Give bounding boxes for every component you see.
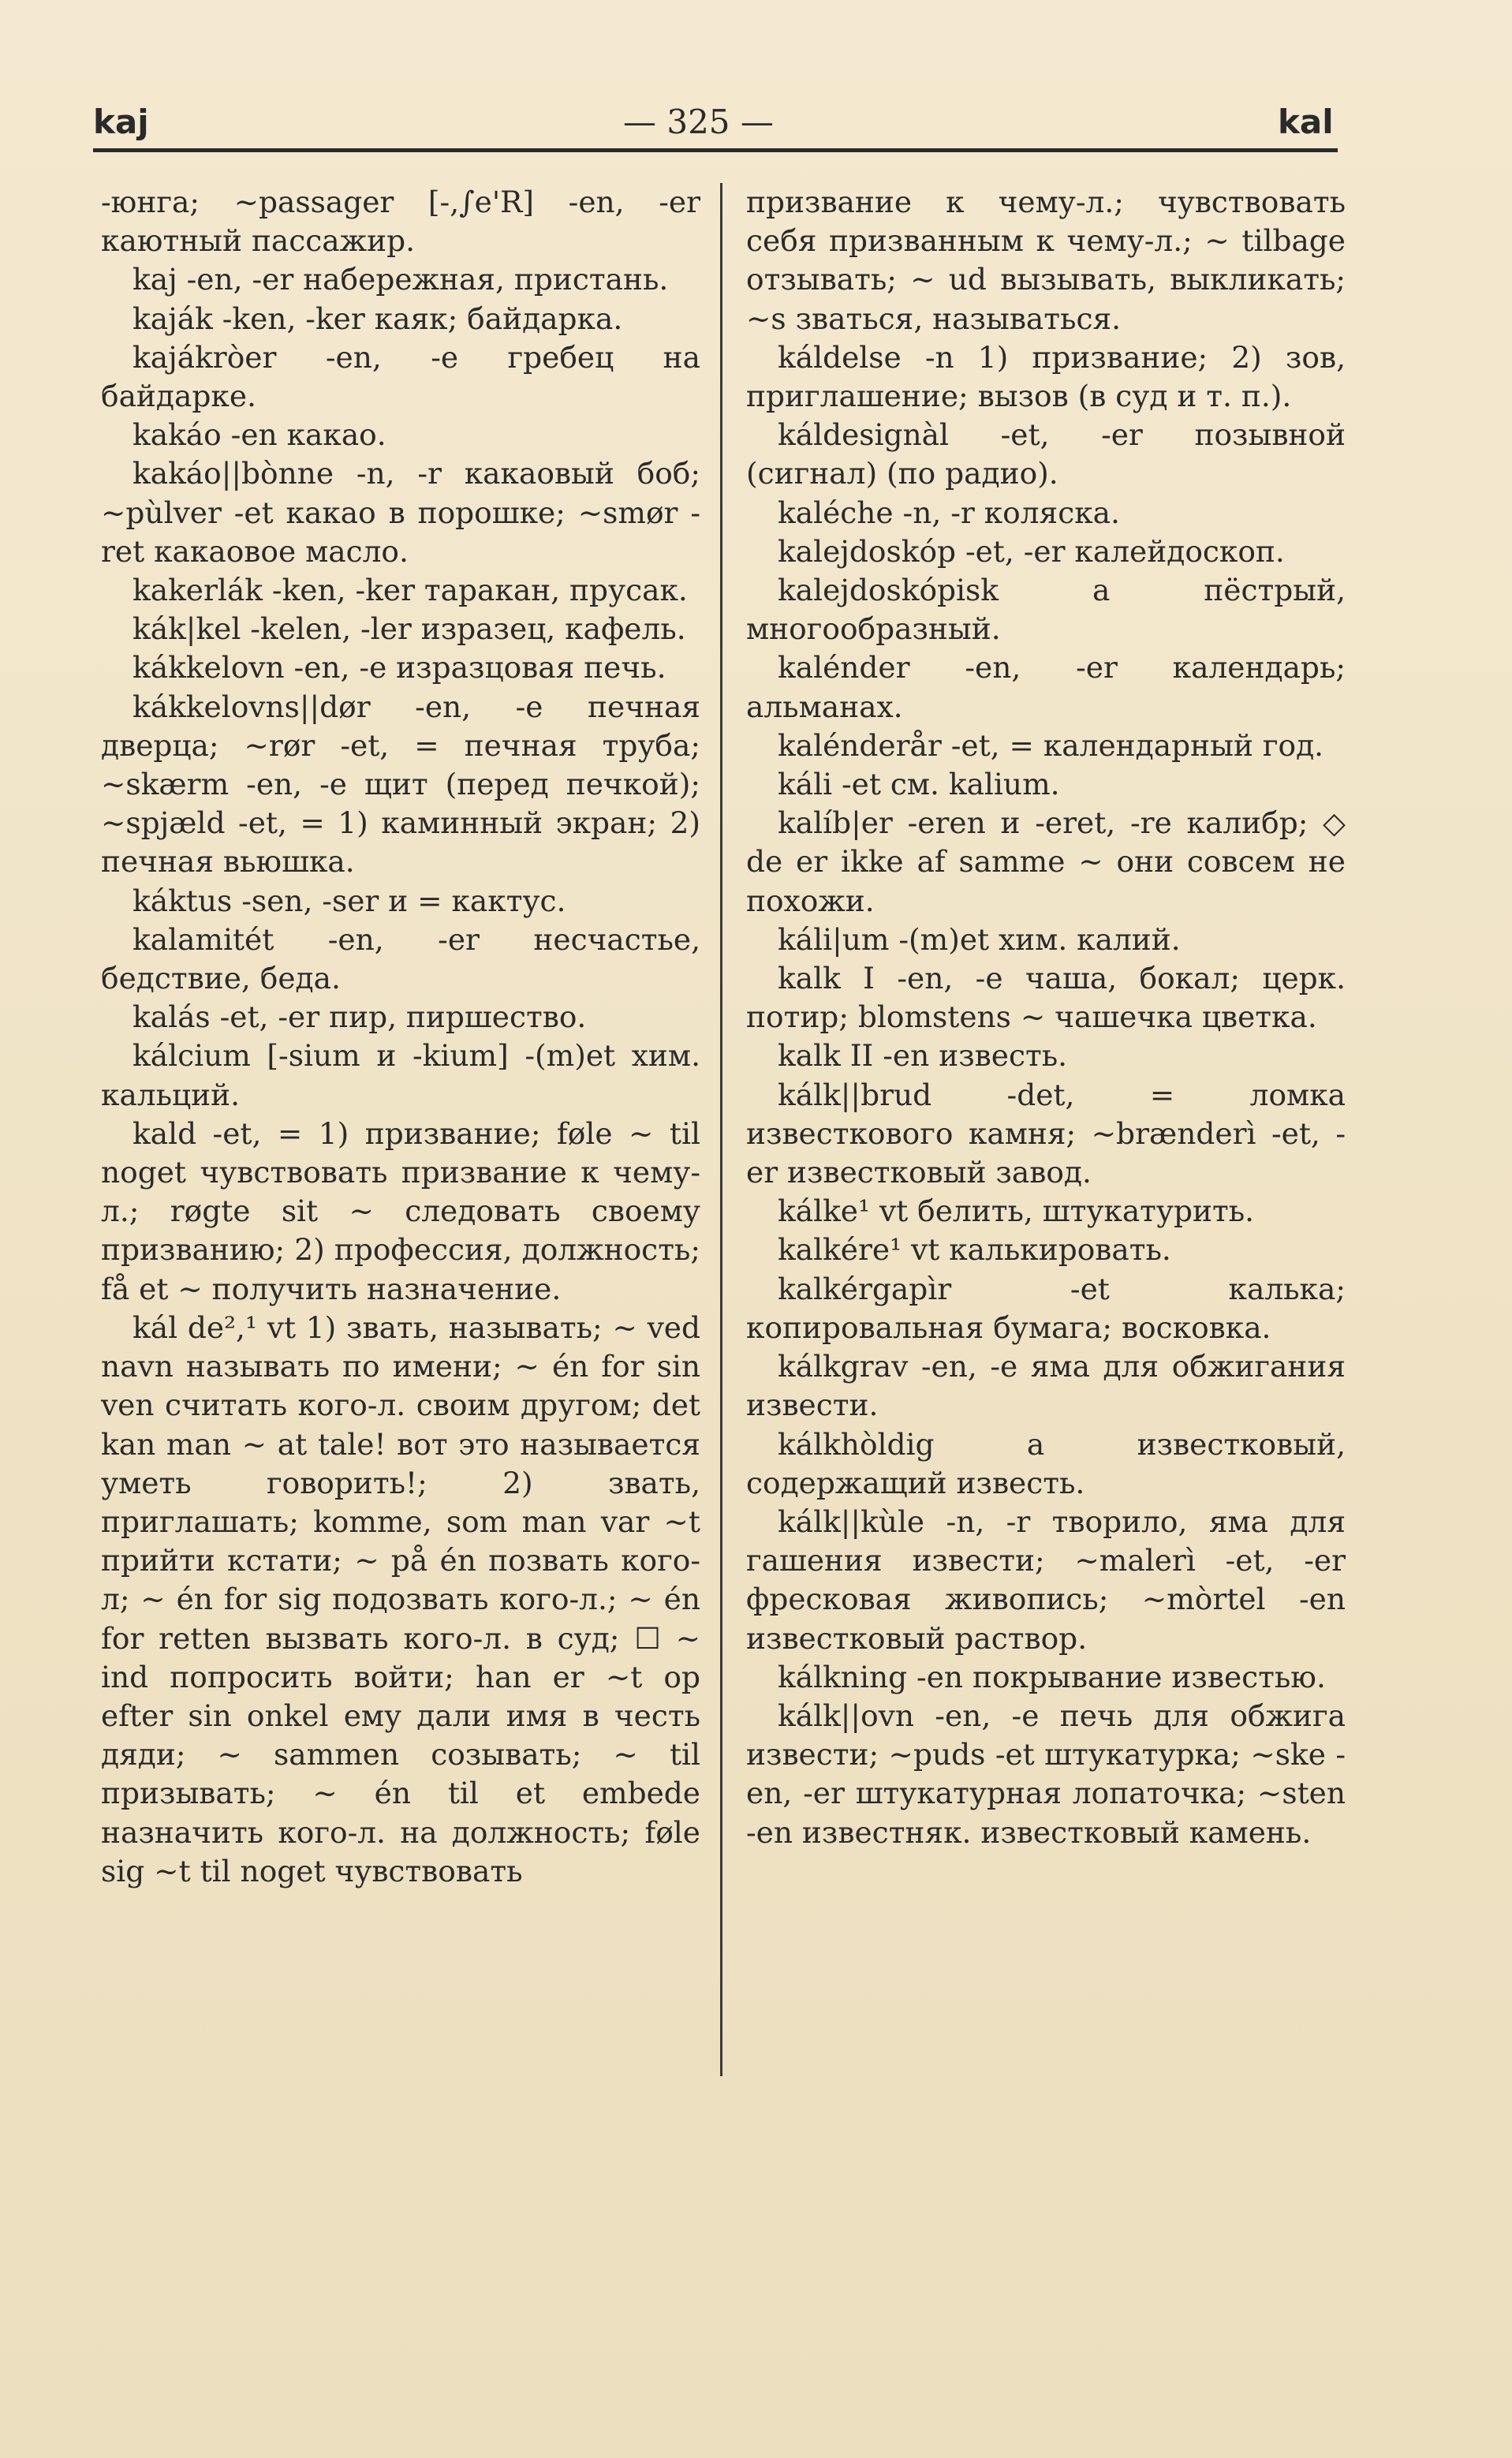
dictionary-entry: kálk||ovn -en, -e печь для обжига извести; ~puds -et штукатурка; ~ske -en, -er штукатурная лопаточка; ~sten -en известняк. известковый камень. [746, 1698, 1346, 1850]
dictionary-entry: kakáo -en какао. [133, 417, 386, 453]
dictionary-entry: kálke¹ vt белить, штукатурить. [778, 1194, 1255, 1229]
dictionary-entry: kalk II -en известь. [778, 1038, 1068, 1074]
dictionary-entry: kalejdoskópisk a пёстрый, многообразный. [746, 573, 1346, 647]
header-left-word: kaj [93, 103, 149, 141]
dictionary-entry: kalénderår -et, = календарный год. [778, 727, 1324, 763]
dictionary-entry: káldelse -n 1) призвание; 2) зов, приглашение; вызов (в суд и т. п.). [746, 339, 1346, 414]
left-column [101, 183, 700, 1891]
dictionary-entry: kálkgrav -en, -e яма для обжигания извести. [746, 1349, 1346, 1423]
dictionary-entry: kálkning -en покрывание известью. [778, 1659, 1326, 1694]
dictionary-entry: kaj -en, -er набережная, пристань. [133, 262, 669, 297]
dictionary-entry: kalejdoskóp -et, -er калейдоскоп. [778, 533, 1285, 569]
page-number: — 325 — [623, 103, 774, 141]
dictionary-entry: kajákròer -en, -e гребец на байдарке. [101, 339, 700, 414]
dictionary-entry: kalamitét -en, -er несчастье, бедствие, беда. [101, 921, 700, 996]
dictionary-entry: kaják -ken, -ker каяк; байдарка. [133, 301, 623, 336]
dictionary-entry: kákkelovn -en, -e изразцовая печь. [133, 650, 666, 685]
header-right-word: kal [1278, 103, 1334, 141]
dictionary-entry: káli|um -(m)et хим. калий. [778, 921, 1181, 957]
dictionary-entry: kaléche -n, -r коляска. [778, 495, 1120, 530]
dictionary-entry: -юнга; ~passager [-,∫e'R] -en, -er каютный пассажир. [101, 185, 700, 259]
column-divider [720, 183, 722, 2076]
dictionary-entry: kalk I -en, -e чаша, бокал; церк. потир; blomstens ~ чашечка цветка. [746, 961, 1346, 1035]
right-column [746, 183, 1346, 1852]
dictionary-entry: káldesignàl -et, -er позывной (сигнал) (по радио). [746, 417, 1346, 491]
dictionary-entry: призвание к чему-л.; чувствовать себя призванным к чему-л.; ~ tilbage отзывать; ~ ud вызывать, выкликать; ~s зваться, называться. [746, 185, 1346, 336]
dictionary-entry: kálcium [-sium и -kium] -(m)et хим. кальций. [101, 1038, 700, 1112]
dictionary-entry: kálk||brud -det, = ломка известкового камня; ~brænderì -et, -er известковый завод. [746, 1077, 1346, 1190]
dictionary-entry: káktus -sen, -ser и = кактус. [133, 883, 566, 918]
dictionary-entry: kák|kel -kelen, -ler изразец, кафель. [133, 611, 686, 647]
dictionary-entry: kalkérgapìr -et калька; копировальная бумага; восковка. [746, 1271, 1346, 1345]
dictionary-entry: kalkére¹ vt калькировать. [778, 1232, 1171, 1268]
dictionary-entry: káli -et см. kalium. [778, 767, 1060, 802]
dictionary-entry: kalíb|er -eren и -eret, -re калибр; ◇ de er ikke af samme ~ они совсем не похожи. [746, 805, 1346, 918]
dictionary-entry: kálk||kùle -n, -r творило, яма для гашения извести; ~malerì -et, -er фресковая живопись; ~mòrtel -en известковый раствор. [746, 1504, 1346, 1656]
header-rule [93, 148, 1338, 152]
dictionary-entry: kalénder -en, -er календарь; альманах. [746, 650, 1346, 724]
dictionary-entry: kákkelovns||dør -en, -e печная дверца; ~rør -et, = печная труба; ~skærm -en, -e щит (перед печкой); ~spjæld -et, = 1) каминный экран; 2) печная вьюшка. [101, 689, 700, 880]
dictionary-entry: kalás -et, -er пир, пиршество. [133, 999, 587, 1035]
dictionary-entry: kál de²,¹ vt 1) звать, называть; ~ ved navn называть по имени; ~ én for sin ven считать кого-л. своим другом; det kan man ~ at tale! вот это называется уметь говорить!; 2) звать, приглашать; komme, som man var ~t прийти кстати; ~ på én позвать кого-л; ~ én for sig подозвать кого-л.; ~ én for retten вызвать кого-л. в суд; ☐ ~ ind попросить войти; han er ~t op efter sin onkel ему дали имя в честь дяди; ~ sammen созывать; ~ til призывать; ~ én til et embede назначить кого-л. на должность; føle sig ~t til noget чувствовать [101, 1309, 700, 1888]
dictionary-entry: kálkhòldig a известковый, содержащий известь. [746, 1426, 1346, 1500]
dictionary-entry: kakerlák -ken, -ker таракан, прусак. [133, 573, 688, 608]
dictionary-entry: kald -et, = 1) призвание; føle ~ til noget чувствовать призвание к чему-л.; røgte sit ~ следовать своему призванию; 2) профессия, должность; få et ~ получить назначение. [101, 1115, 700, 1306]
dictionary-entry: kakáo||bònne -n, -r какаовый боб; ~pùlver -et какао в порошке; ~smør -ret какаовое масло. [101, 456, 700, 569]
